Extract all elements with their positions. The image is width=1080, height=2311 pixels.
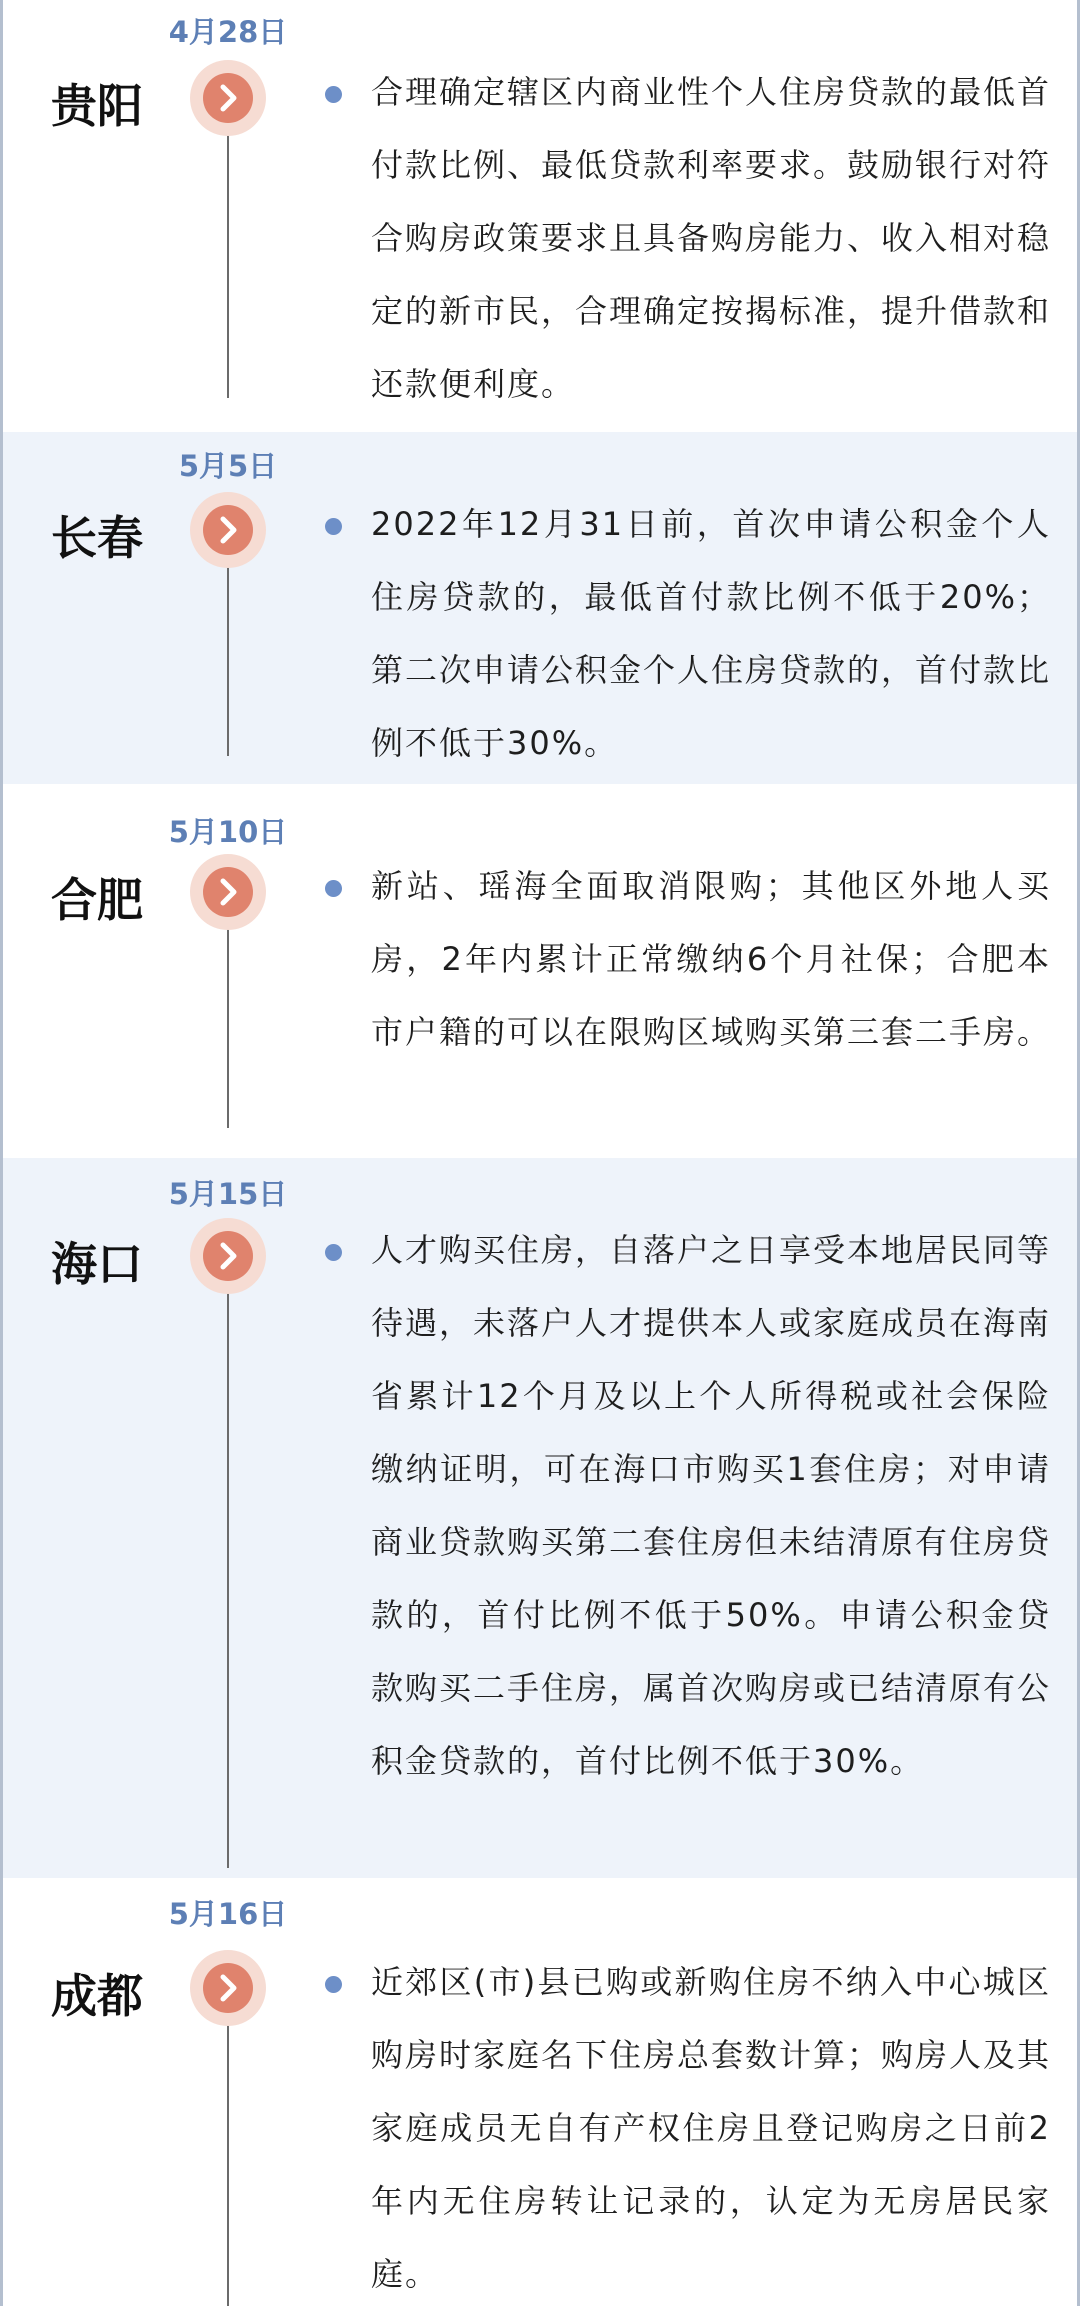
policy-text: 新站、瑶海全面取消限购；其他区外地人买房，2年内累计正常缴纳6个月社保；合肥本市户籍的可以在限购区域购买第三套二手房。 (371, 867, 1052, 1051)
chevron-right-icon (190, 60, 266, 136)
timeline-line (227, 98, 229, 398)
city-name: 成都 (51, 1969, 143, 2023)
entry-date: 5月10日 (168, 815, 288, 849)
timeline-section (3, 432, 1077, 784)
policy-text: 近郊区(市)县已购或新购住房不纳入中心城区购房时家庭名下住房总套数计算；购房人及其家庭成员无自有产权住房且登记购房之日前2年内无住房转让记录的，认定为无房居民家庭。 (371, 1963, 1052, 2293)
timeline-section (3, 1878, 1077, 2306)
bullet-dot (325, 86, 342, 103)
entry-date: 5月5日 (178, 449, 278, 483)
city-name: 贵阳 (51, 79, 143, 133)
timeline-line (227, 1256, 229, 1868)
bullet-dot (325, 518, 342, 535)
timeline-line (227, 1988, 229, 2306)
timeline-section (3, 1158, 1077, 1878)
city-name: 海口 (51, 1237, 143, 1291)
bullet-dot (325, 1976, 342, 1993)
chevron-right-icon (190, 1950, 266, 2026)
chevron-right-icon (190, 1218, 266, 1294)
timeline-section (3, 784, 1077, 1158)
timeline-section (3, 0, 1077, 432)
city-name: 长春 (51, 511, 143, 565)
chevron-right-icon (190, 854, 266, 930)
policy-text: 合理确定辖区内商业性个人住房贷款的最低首付款比例、最低贷款利率要求。鼓励银行对符合购房政策要求且具备购房能力、收入相对稳定的新市民，合理确定按揭标准，提升借款和还款便利度。 (371, 73, 1052, 403)
entry-date: 5月15日 (168, 1177, 288, 1211)
policy-text: 人才购买住房，自落户之日享受本地居民同等待遇，未落户人才提供本人或家庭成员在海南省累计12个月及以上个人所得税或社会保险缴纳证明，可在海口市购买1套住房；对申请商业贷款购买第二套住房但未结清原有住房贷款的，首付比例不低于50%。申请公积金贷款购买二手住房，属首次购房或已结清原有公积金贷款的，首付比例不低于30%。 (371, 1231, 1052, 1780)
bullet-dot (325, 880, 342, 897)
chevron-right-icon (190, 492, 266, 568)
entry-date: 5月16日 (168, 1897, 288, 1931)
city-name: 合肥 (51, 873, 143, 927)
policy-text: 2022年12月31日前，首次申请公积金个人住房贷款的，最低首付款比例不低于20%；第二次申请公积金个人住房贷款的，首付款比例不低于30%。 (371, 505, 1052, 762)
bullet-dot (325, 1244, 342, 1261)
entry-date: 4月28日 (168, 15, 288, 49)
